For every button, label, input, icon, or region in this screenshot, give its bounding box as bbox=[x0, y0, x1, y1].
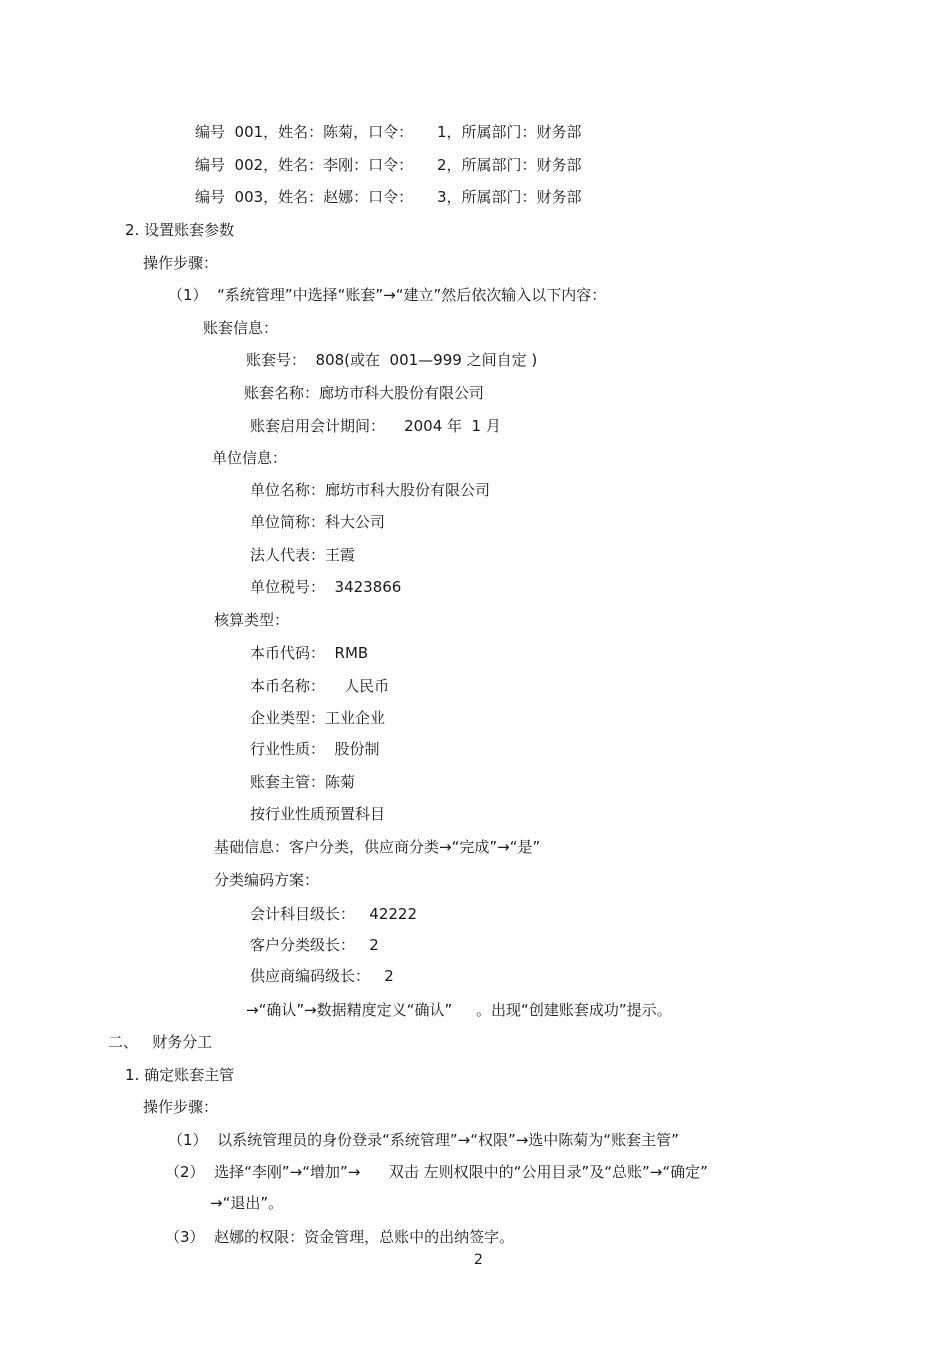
chapter-heading: 二、 财务分工 bbox=[108, 1033, 213, 1051]
step-item: （1） 以系统管理员的身份登录“系统管理”→“权限”→选中陈菊为“账套主管” bbox=[168, 1131, 679, 1149]
field-line: 账套主管：陈菊 bbox=[250, 773, 356, 791]
step-item: （3） 赵娜的权限：资金管理，总账中的出纳签字。 bbox=[165, 1228, 515, 1246]
field-line: 法人代表：王霞 bbox=[250, 546, 356, 564]
field-line: 会计科目级长： 42222 bbox=[250, 905, 418, 923]
field-line: 按行业性质预置科目 bbox=[250, 805, 386, 823]
field-line: 本币名称： 人民币 bbox=[250, 677, 390, 695]
operator-line-001: 编号 001，姓名：陈菊，口令： 1，所属部门：财务部 bbox=[195, 123, 582, 141]
field-line: 单位名称：廊坊市科大股份有限公司 bbox=[250, 481, 491, 499]
operator-line-003: 编号 003，姓名：赵娜：口令： 3，所属部门：财务部 bbox=[195, 188, 582, 206]
field-line: 单位税号： 3423866 bbox=[250, 578, 402, 596]
field-line: 企业类型：工业企业 bbox=[250, 709, 386, 727]
field-line: 账套启用会计期间： 2004 年 1 月 bbox=[250, 417, 501, 435]
steps-label: 操作步骤： bbox=[143, 1098, 219, 1116]
group-label: 核算类型： bbox=[214, 611, 290, 629]
field-line: 单位简称：科大公司 bbox=[250, 513, 386, 531]
steps-label: 操作步骤： bbox=[143, 254, 219, 272]
section-heading: 2. 设置账套参数 bbox=[125, 221, 235, 239]
field-line: 本币代码： RMB bbox=[250, 644, 369, 662]
field-line: 客户分类级长： 2 bbox=[250, 936, 379, 954]
step-item: （1） “系统管理”中选择“账套”→“建立”然后依次输入以下内容： bbox=[168, 286, 607, 304]
field-line: 供应商编码级长： 2 bbox=[250, 967, 394, 985]
field-line: 行业性质： 股份制 bbox=[250, 740, 380, 758]
field-line: →“确认”→数据精度定义“确认” 。出现“创建账套成功”提示。 bbox=[246, 1001, 672, 1019]
section-heading: 1. 确定账套主管 bbox=[125, 1066, 235, 1084]
group-label: 基础信息：客户分类，供应商分类→“完成”→“是” bbox=[214, 838, 541, 856]
field-line: 账套名称：廊坊市科大股份有限公司 bbox=[244, 384, 485, 402]
field-line: 账套号： 808(或在 001—999 之间自定 ) bbox=[246, 351, 538, 369]
group-label: 分类编码方案： bbox=[214, 871, 320, 889]
operator-line-002: 编号 002，姓名：李刚：口令： 2，所属部门：财务部 bbox=[195, 156, 582, 174]
step-item: （2） 选择“李刚”→“增加”→ 双击 左则权限中的“公用目录”及“总账”→“确定” bbox=[165, 1163, 708, 1181]
group-label: 单位信息： bbox=[212, 449, 288, 467]
step-continuation: →“退出”。 bbox=[210, 1194, 284, 1212]
group-label: 账套信息： bbox=[203, 319, 279, 337]
page-number: 2 bbox=[474, 1252, 483, 1268]
